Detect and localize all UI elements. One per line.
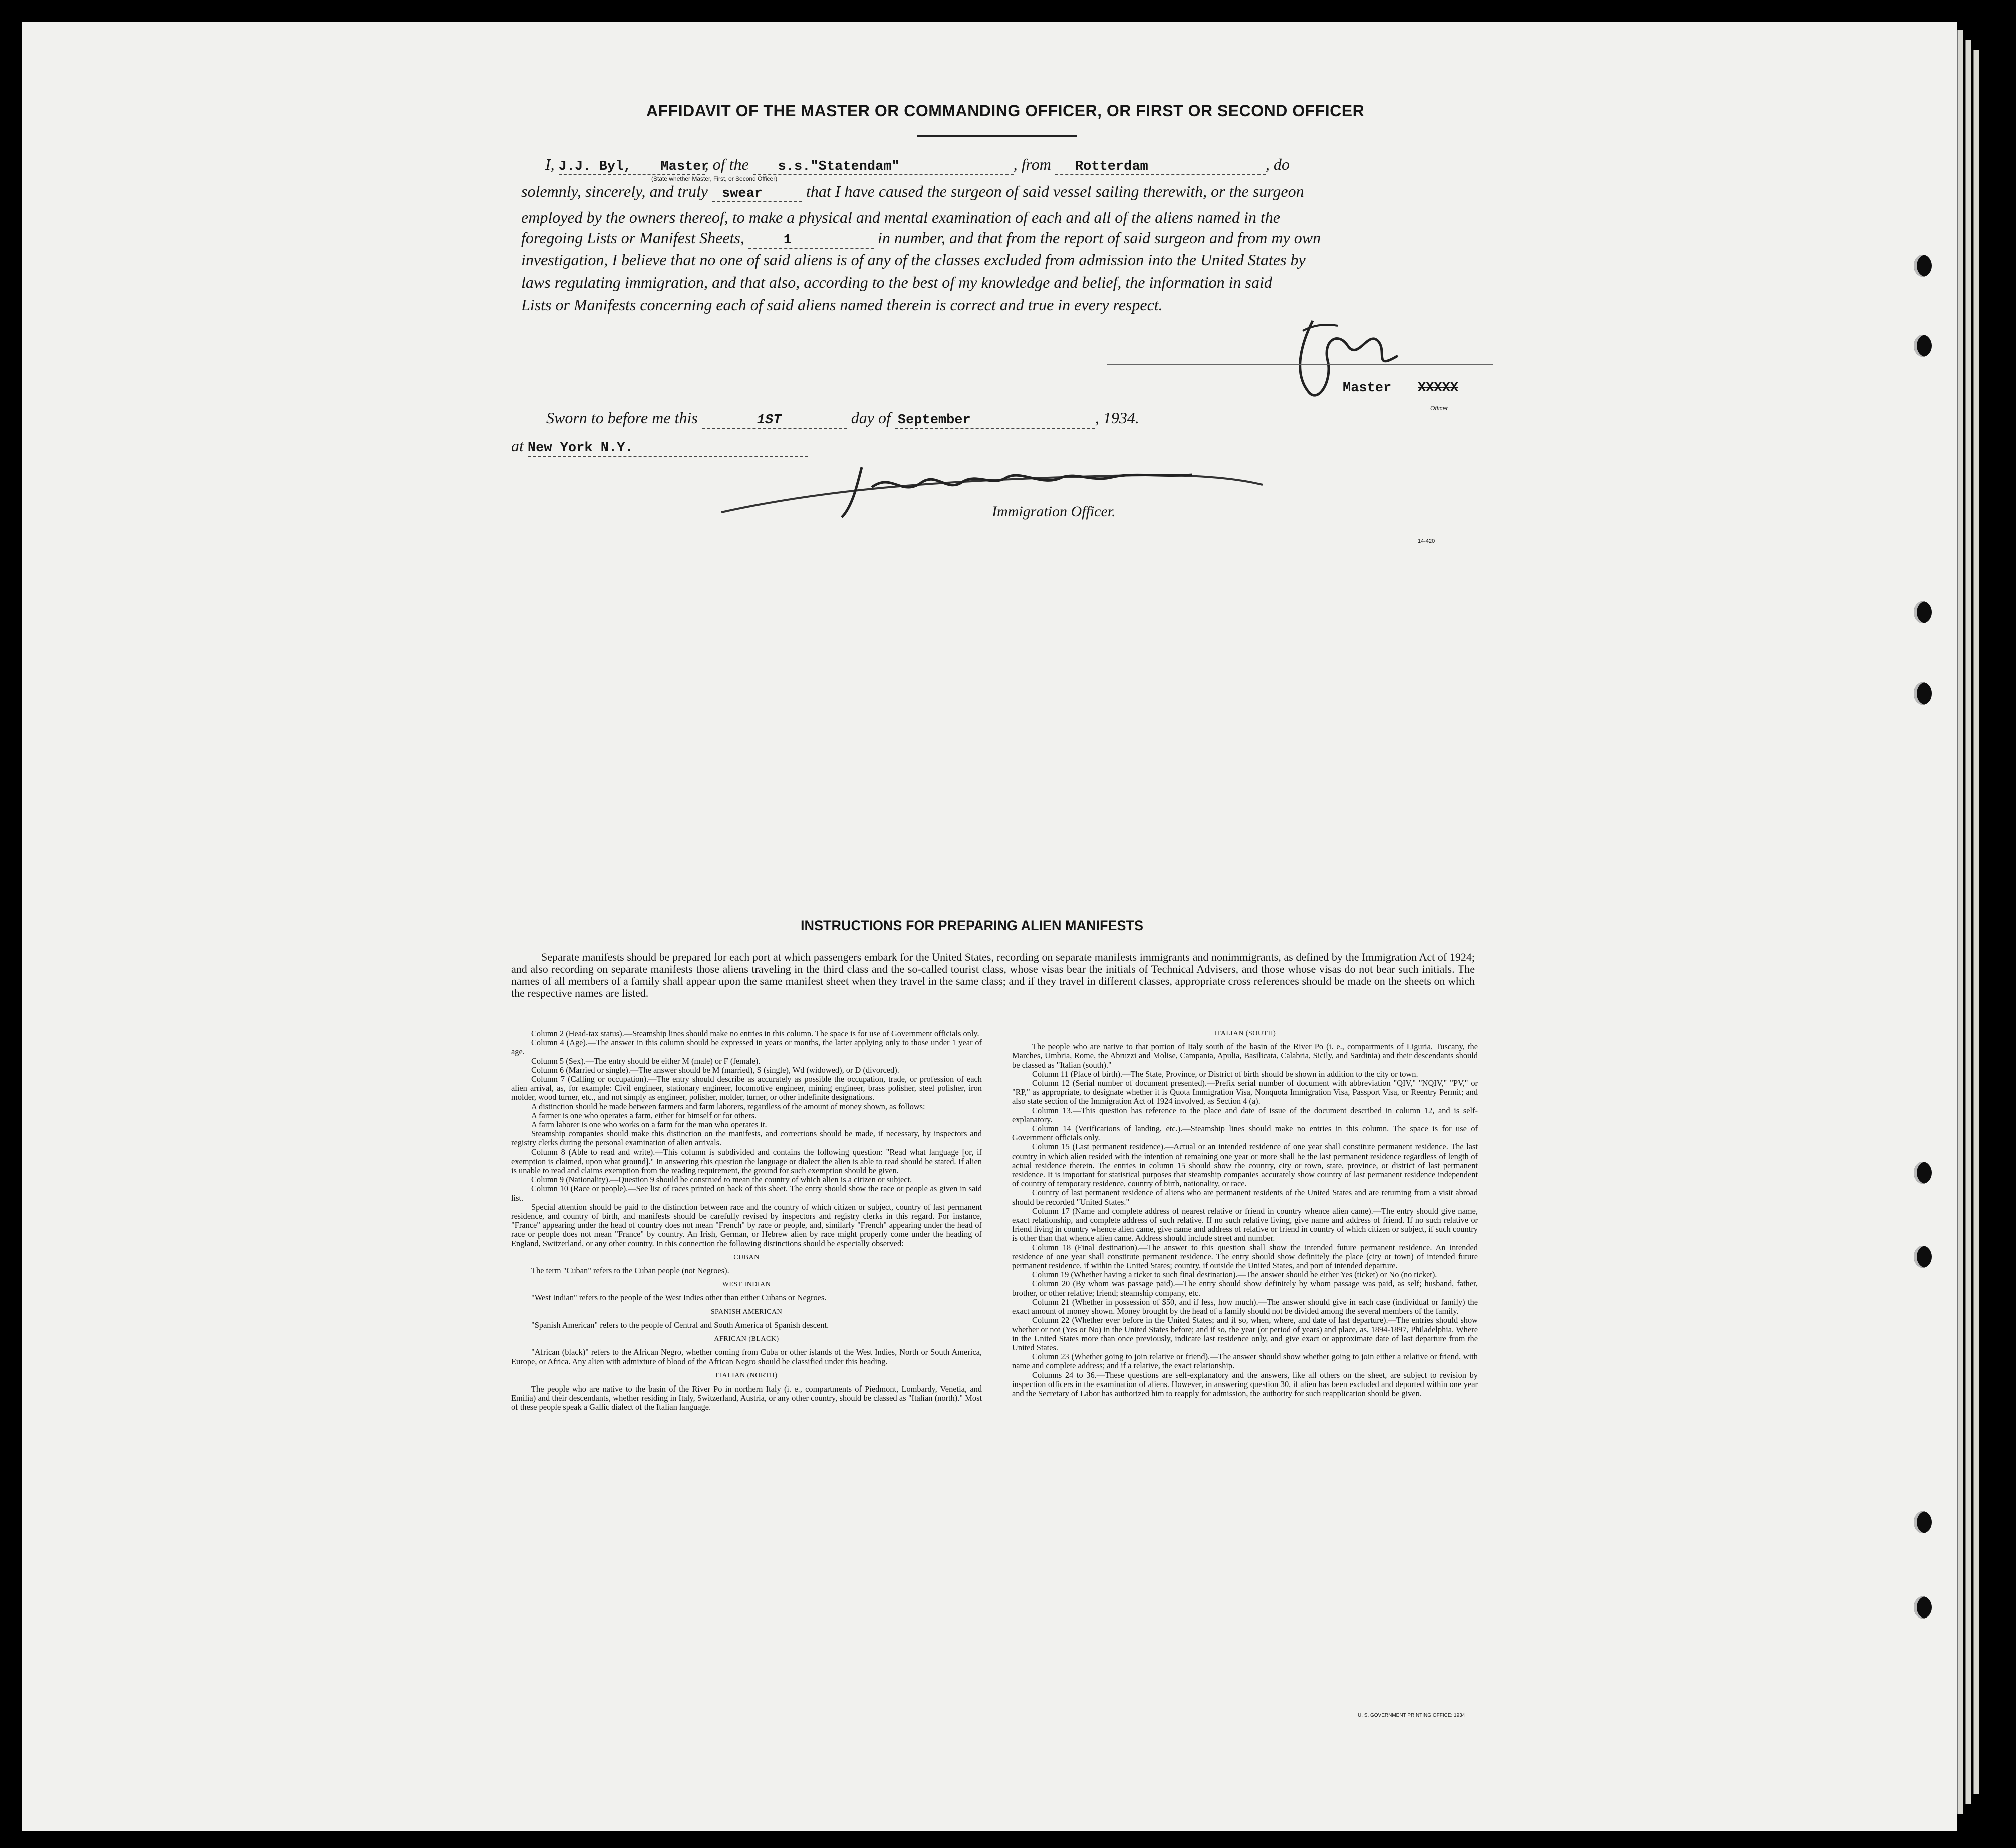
- paragraph: Column 8 (Able to read and write).—This column is subdivided and contains the following question: "Read what language [or, if exemption is claimed, upon what ground]." In answering this question the language or dialect the alien is able to read should be stated. If alien is unable to read and claims exemption from the reading requirement, the ground for such exemption should be given.: [511, 1147, 982, 1176]
- instructions-intro: Separate manifests should be prepared for each port at which passengers embark for the United States, recording on separate manifests immigrants and nonimmigrants, as defined by the Immigration Act of 1924; and also recording on separate manifests those aliens traveling in the third class and the so-called tourist class, whose visas bear the initials of Technical Advisers, and those whose visas do not bear such initials. The names of all members of a family shall appear upon the same manifest sheet when they travel in the same class; and if they travel in different classes, appropriate cross references should be made on the sheets on which the respective names are listed.: [511, 951, 1475, 999]
- sworn-month: September: [897, 413, 971, 428]
- affidavit-line-7: Lists or Manifests concerning each of said aliens named therein is correct and true in every respect.: [521, 296, 1163, 314]
- paragraph: Column 22 (Whether ever before in the United States; and if so, when, where, and date of last departure).—The entries should show whether or not (Yes or No) in the United States before; and if so, the year (or period of years) and place, as, 1894-1897, Philadelphia. Where in the United States more than once previously, indicate last residence only, and give exact or approximate date of last departure from the United States.: [1012, 1315, 1478, 1352]
- departure-port: Rotterdam: [1075, 159, 1148, 174]
- paragraph: Special attention should be paid to the distinction between race and the country of which citizen or subject, country of last permanent residence, and country of birth, and manifests should be carefully revised by inspectors and registry clerks in this regard. For instance, "France" appearing under the head of country does not mean "French" by race or people, and, similarly "French" appearing under the head of race or people does not mean "France" by country. An Irish, German, or Hebrew alien by race might properly come under the heading of England, Switzerland, or any other country. In this connection the following distinctions should be especially observed:: [511, 1202, 982, 1248]
- signature-line: [1107, 364, 1493, 365]
- instructions-title: INSTRUCTIONS FOR PREPARING ALIEN MANIFESTS: [801, 918, 1144, 933]
- binder-hole: [1914, 1596, 1932, 1619]
- instructions-left-column: [511, 1029, 982, 1412]
- heading-italian-north: ITALIAN (NORTH): [715, 1371, 778, 1379]
- heading-italian-south: ITALIAN (SOUTH): [1214, 1030, 1276, 1037]
- paragraph: The people who are native to the basin of the River Po in northern Italy (i. e., compartments of Piedmont, Lombardy, Venetia, and Emilia) and their descendants, whether residing in Italy, Switzerland, Austria, or any other country, should be classed as "Italian (north)." Most of these people speak a Gallic dialect of the Italian language.: [511, 1383, 982, 1412]
- officer-title: Immigration Officer.: [992, 503, 1116, 520]
- paragraph: Column 11 (Place of birth).—The State, Province, or District of birth should be shown in addition to the city or town.: [1032, 1069, 1418, 1079]
- affidavit-line-6: laws regulating immigration, and that also, according to the best of my knowledge and belief, the information in said: [521, 273, 1272, 291]
- paragraph: Column 12 (Serial number of document presented).—Prefix serial number of document with abbreviation "QIV," "NQIV," "PV," or "RP," as appropriate, to designate whether it is Quota Immigration Visa, Nonquota Immigration Visa, Passport Visa, or Reentry Permit; and also state section of the Immigration Act of 1924 involved, as Section 4 (a).: [1012, 1078, 1478, 1106]
- binder-hole: [1914, 1162, 1932, 1184]
- text-sworn: Sworn to before me this: [546, 409, 698, 427]
- title-rule: [917, 135, 1077, 137]
- binder-hole: [1914, 682, 1932, 705]
- paragraph: "African (black)" refers to the African Negro, whether coming from Cuba or other islands of the West Indies, North or South America, Europe, or Africa. Any alien with admixture of blood of the African Negro should be classified under this heading.: [511, 1347, 982, 1366]
- affidavit-line-5: investigation, I believe that no one of said aliens is of any of the classes excluded from admission into the United States by: [521, 251, 1306, 269]
- place-line: [511, 437, 808, 457]
- paragraph: Column 23 (Whether going to join relative or friend).—The answer should show whether going to join either a relative or friend, with name and complete address; and if a relative, the exact relationship.: [1012, 1352, 1478, 1371]
- affidavit-line-3: employed by the owners thereof, to make a physical and mental examination of each and all of the aliens named in the: [521, 208, 1280, 226]
- text-l4a: foregoing Lists or Manifest Sheets,: [521, 228, 744, 247]
- master-signature: [1273, 311, 1413, 416]
- paragraph: "Spanish American" refers to the people of Central and South America of Spanish descent.: [531, 1320, 829, 1330]
- paragraph: Steamship companies should make this distinction on the manifests, and corrections should be made, if necessary, by inspectors and registry clerks during the personal examination of alien arrivals.: [511, 1129, 982, 1148]
- struck-caption: Officer: [1430, 405, 1448, 412]
- paragraph: The term "Cuban" refers to the Cuban people (not Negroes).: [531, 1266, 729, 1276]
- binder-hole: [1914, 1511, 1932, 1533]
- affidavit-line-2: [521, 182, 1304, 202]
- heading-spanish-american: SPANISH AMERICAN: [710, 1308, 783, 1316]
- text-day-of: day of: [851, 409, 891, 427]
- heading-west-indian: WEST INDIAN: [722, 1281, 771, 1289]
- sworn-place: New York N.Y.: [527, 441, 633, 456]
- paragraph: Column 2 (Head-tax status).—Steamship lines should make no entries in this column. The space is for use of Government officials only.: [531, 1029, 979, 1038]
- paragraph: Column 5 (Sex).—The entry should be either M (male) or F (female).: [531, 1056, 761, 1066]
- text-l2b: that I have caused the surgeon of said vessel sailing therewith, or the surgeon: [806, 182, 1304, 200]
- oath-word: swear: [721, 186, 763, 201]
- paragraph: Column 18 (Final destination).—The answer to this question shall show the intended future permanent residence. An intended residence of one year shall constitute permanent residence. The entry should show definitely the place (city or town) of intended future permanent residence, if within the United States; country, if outside the United States, and port of intended departure.: [1012, 1242, 1478, 1271]
- paragraph: "West Indian" refers to the people of the West Indies other than either Cubans or Negroes.: [531, 1293, 827, 1303]
- heading-african: AFRICAN (BLACK): [714, 1335, 779, 1343]
- binder-hole: [1914, 601, 1932, 623]
- paragraph: Column 10 (Race or people).—See list of races printed on back of this sheet. The entry should show the race or people as given in said list.: [511, 1184, 982, 1203]
- sworn-year: , 1934.: [1095, 409, 1139, 427]
- label-of-the: , of the: [704, 155, 749, 173]
- sworn-line: [546, 409, 1139, 429]
- paragraph: Column 13.—This question has reference to the place and date of issue of the document described in column 12, and is self-explanatory.: [1012, 1105, 1478, 1124]
- paragraph: Country of last permanent residence of aliens who are permanent residents of the United States and are returning from a visit abroad should be recorded "United States.": [1012, 1188, 1478, 1207]
- paragraph: Column 20 (By whom was passage paid).—The entry should show definitely by whom passage was paid, as self; husband, father, brother, or other relative; friend; steamship company, etc.: [1012, 1279, 1478, 1298]
- affidavit-line-4: [521, 228, 1321, 249]
- affidavit-title: AFFIDAVIT OF THE MASTER OR COMMANDING OFFICER, OR FIRST OR SECOND OFFICER: [646, 102, 1365, 120]
- master-rank: Master: [660, 159, 709, 174]
- heading-cuban: CUBAN: [733, 1253, 760, 1261]
- vessel-name: s.s."Statendam": [778, 159, 900, 174]
- text-at: at: [511, 437, 524, 455]
- label-from: , from: [1013, 155, 1051, 173]
- paragraph: A farm laborer is one who works on a farm for the man who operates it.: [531, 1120, 767, 1130]
- paragraph: Column 6 (Married or single).—The answer should be M (married), S (single), Wd (widowed), or D (divorced).: [531, 1065, 899, 1075]
- affidavit-line-1: [545, 155, 1290, 175]
- page-edge: [1957, 30, 1963, 1814]
- paragraph: A farmer is one who operates a farm, either for himself or for others.: [531, 1110, 757, 1120]
- label-i: I,: [545, 155, 555, 173]
- paragraph: Column 19 (Whether having a ticket to such final destination).—The answer should be either Yes (ticket) or No (no ticket).: [1032, 1270, 1437, 1280]
- text-l4b: in number, and that from the report of said surgeon and from my own: [877, 228, 1321, 247]
- paragraph: The people who are native to that portion of Italy south of the basin of the River Po (i. e., compartments of Liguria, Tuscany, the Marches, Umbria, Rome, the Abruzzi and Molise, Campania, Apulia, Basilicata, Calabria, Sicily, and Sardinia) and their descendants should be classed as "Italian (south).": [1012, 1042, 1478, 1070]
- page-edge: [1973, 50, 1979, 1794]
- rank-caption: (State whether Master, First, or Second Officer): [651, 175, 778, 182]
- paragraph: Column 15 (Last permanent residence).—Actual or an intended residence of one year shall constitute permanent residence. The last country in which alien resided with the intention of remaining one year or more shall be the last permanent residence regardless of length of actual residence therein. The entries in column 15 should show the country, city or town, state, province, or district of last permanent residence. It is important for statistical purposes that steamship companies accurately show country of last permanent residence independent of country of temporary residence, country of birth, nationality, or race.: [1012, 1142, 1478, 1189]
- binder-hole: [1914, 255, 1932, 277]
- page-edge: [1965, 40, 1971, 1804]
- printer-imprint: U. S. GOVERNMENT PRINTING OFFICE: 1934: [1358, 1713, 1465, 1718]
- paragraph: Column 14 (Verifications of landing, etc.).—Steamship lines should make no entries in this column. The space is for use of Government officials only.: [1012, 1124, 1478, 1143]
- sworn-day: 1ST: [757, 413, 782, 428]
- paragraph: Column 21 (Whether in possession of $50, and if less, how much).—The answer should give in each case (individual or family) the exact amount of money shown. Money brought by the head of a family should not be divided among the several members of the family.: [1012, 1297, 1478, 1316]
- struck-word: XXXXX: [1418, 381, 1459, 396]
- sheet-count: 1: [783, 233, 792, 248]
- paragraph: Columns 24 to 36.—These questions are self-explanatory and the answers, like all others on the sheet, are subject to revision by inspection officers in the examination of aliens. However, in answering question 30, if alien has been excluded and deported within one year and the Secretary of Labor has authorized him to reapply for admission, the authority for such reapplication should be given.: [1012, 1370, 1478, 1398]
- form-number: 14-420: [1418, 538, 1435, 544]
- binder-hole: [1914, 1246, 1932, 1268]
- paragraph: Column 9 (Nationality).—Question 9 should be construed to mean the country of which alien is a citizen or subject.: [531, 1175, 912, 1185]
- master-name: J.J. Byl,: [558, 159, 632, 174]
- paragraph: Column 4 (Age).—The answer in this column should be expressed in years or months, the latter applying only to those under 1 year of age.: [511, 1038, 982, 1057]
- instructions-right-column: [1012, 1029, 1478, 1398]
- signer-title: Master: [1343, 381, 1392, 396]
- paragraph: A distinction should be made between farmers and farm laborers, regardless of the amount of money shown, as follows:: [531, 1101, 925, 1111]
- label-do: , do: [1265, 155, 1290, 173]
- paragraph: Column 17 (Name and complete address of nearest relative or friend in country whence alien came).—The entry should give name, exact relationship, and complete address of such relative. If no such relative living, give name and address of friend. If no such relative or friend living in country whence alien came, give name and address of relative or friend in country of which citizen or subject, if such country is other than that whence alien came. Address should include street and number.: [1012, 1206, 1478, 1243]
- paragraph: Column 7 (Calling or occupation).—The entry should describe as accurately as possible the occupation, trade, or profession of each alien arrival, as, for example: Civil engineer, stationary engineer, locomotive engineer, mining engineer, brass polisher, steel polisher, iron molder, wood turner, etc., and not simply as engineer, polisher, molder, turner, or other indefinite designations.: [511, 1074, 982, 1102]
- text-l2a: solemnly, sincerely, and truly: [521, 182, 708, 200]
- binder-hole: [1914, 335, 1932, 357]
